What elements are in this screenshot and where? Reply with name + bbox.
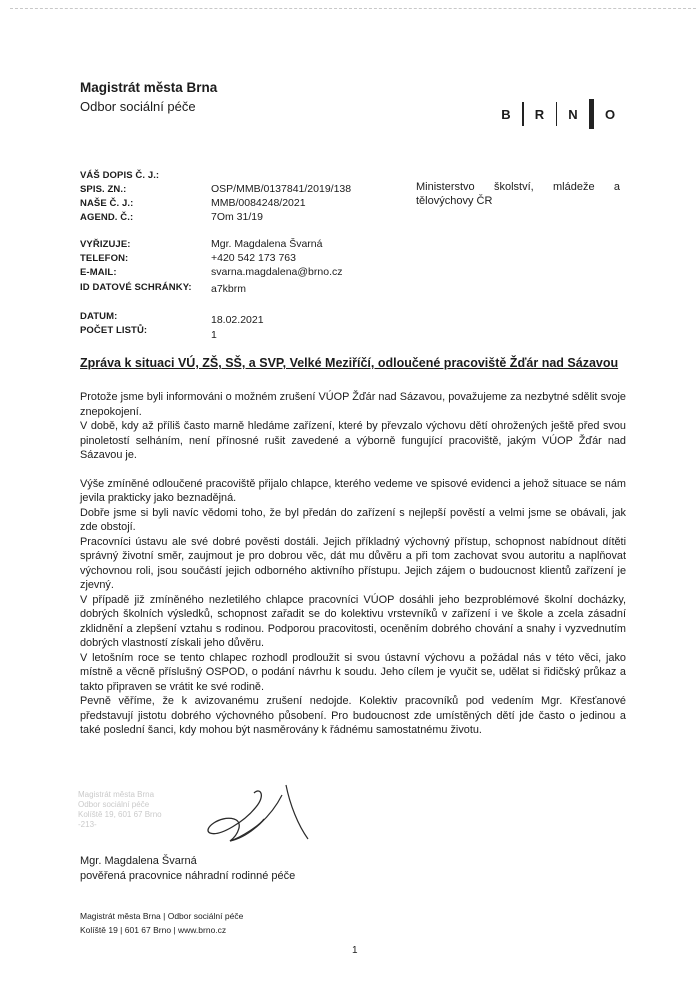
department-name: Odbor sociální péče: [80, 99, 196, 114]
meta-value-file-no: OSP/MMB/0137841/2019/138: [211, 183, 352, 195]
logo-letter-r: R: [534, 106, 545, 122]
meta-value-data-box: a7kbrm: [211, 283, 247, 295]
body-paragraph: V letošním roce se tento chlapec rozhodl prodloužit si svou ústavní výchovu a požádal nás v této věci, jako místně a věcně příslušný OSPOD, o podání návrhu k soudu. Jeho cílem je vyučit se, udělat si řidičský průkaz a takto připraven se vrátit ke své rodině.: [80, 651, 626, 693]
scan-edge-line: [10, 8, 696, 9]
body-paragraph: Výše zmíněné odloučené pracoviště přijalo chlapce, kterého vedeme ve spisové evidenci a jehož situace se nám jevila prakticky jako beznadějná.: [80, 477, 626, 504]
letter-subject: Zpráva k situaci VÚ, ZŠ, SŠ, a SVP, Velké Meziříčí, odloučené pracoviště Žďár nad Sázavou: [80, 356, 619, 370]
organization-name: Magistrát města Brna: [80, 80, 218, 95]
meta-value-phone: +420 542 173 763: [211, 252, 296, 264]
official-stamp: Magistrát města Brna Odbor sociální péče Kolíště 19, 601 67 Brno -213-: [78, 790, 162, 829]
meta-value-email: svarna.magdalena@brno.cz: [211, 266, 343, 278]
signer-role: pověřená pracovnice náhradní rodinné péče: [80, 870, 296, 882]
logo-letter-b: B: [501, 106, 511, 122]
letter-body: [80, 390, 626, 738]
meta-label-data-box: ID DATOVÉ SCHRÁNKY:: [80, 282, 192, 293]
meta-value-page-count: 1: [211, 329, 217, 341]
meta-label-page-count: POČET LISTŮ:: [80, 325, 148, 336]
footer-address: Kolíště 19 | 601 67 Brno | www.brno.cz: [80, 925, 227, 935]
meta-label-our-ref: NAŠE Č. J.:: [80, 198, 134, 209]
body-paragraph: Dobře jsme si byli navíc vědomi toho, že byl předán do zařízení s nejlepší pověstí a velmi jsme se obávali, jak zde obstojí.: [80, 506, 626, 533]
signer-name: Mgr. Magdalena Švarná: [80, 855, 197, 867]
body-paragraph: V době, kdy až příliš často marně hledáme zařízení, které by převzalo výchovu dětí ohrožených ještě před svou pinoletostí selháním, není přínosné rušit zavedené a výborně fungující pracoviště, jakým VÚOP Žďár nad Sázavou je.: [80, 420, 626, 461]
logo-letter-n: N: [568, 106, 578, 122]
page-number: 1: [352, 945, 358, 956]
recipient-line-1: Ministerstvo školství, mládeže a: [416, 181, 620, 193]
body-paragraph: Pracovníci ústavu ale své dobré pověsti dostáli. Jejich příkladný výchovný přístup, schopnost nabídnout dítěti správný životní směr, zaujmout je pro dobrou věc, dát mu důvěru a při tom zachovat svou autoritu a naplňovat výchovnou roli, jsou součástí jejich odborného aktivního přístupu. Jejich zájem o budoucnost klientů zařízení je zjevný.: [80, 535, 626, 591]
body-paragraph: Protože jsme byli informováni o možném zrušení VÚOP Žďár nad Sázavou, považujeme za nezbytné sdělit svoje znepokojení.: [80, 391, 626, 418]
recipient-line-2: tělovýchovy ČR: [416, 195, 493, 207]
meta-value-our-ref: MMB/0084248/2021: [211, 197, 306, 209]
meta-value-handled-by: Mgr. Magdalena Švarná: [211, 238, 323, 250]
recipient-address: [416, 180, 620, 208]
meta-label-phone: TELEFON:: [80, 253, 129, 264]
meta-label-date: DATUM:: [80, 311, 118, 322]
brno-logo: [494, 95, 622, 133]
handwritten-signature: [190, 775, 320, 855]
body-paragraph: V případě již zmíněného nezletilého chlapce pracovníci VÚOP dosáhli jeho bezproblémové školní docházky, dobrých školních výsledků, schopnost zařadit se do kolektivu vrstevníků v zařízení i ve škole a zcela zásadní zklidnění a zlepšení vztahu s rodinou. Podporou pracovitosti, oceněním dobrého chování a snahy i vyzvednutím dobrých vlastností získali jeho důvěru.: [80, 593, 626, 649]
body-paragraph: Pevně věříme, že k avizovanému zrušení nedojde. Kolektiv pracovníků pod vedením Mgr. Křesťanové představují jistotu dobrého výchovného působení. Pro budoucnost zde umístěných dětí jde často o jedinou a také poslední šanci, kdy mohou být nasměrovány k řádnému samostatnému životu.: [80, 695, 626, 736]
logo-letter-o: O: [604, 106, 616, 122]
meta-label-handled-by: VYŘIZUJE:: [80, 239, 131, 250]
meta-value-date: 18.02.2021: [211, 314, 264, 326]
meta-label-file-no: SPIS. ZN.:: [80, 184, 127, 195]
footer-organization: Magistrát města Brna | Odbor sociální péče: [80, 911, 244, 921]
meta-label-your-letter: VÁŠ DOPIS Č. J.:: [80, 170, 160, 181]
meta-label-agenda-no: AGEND. Č.:: [80, 212, 134, 223]
meta-label-email: E-MAIL:: [80, 267, 117, 278]
meta-value-agenda-no: 7Om 31/19: [211, 211, 263, 223]
